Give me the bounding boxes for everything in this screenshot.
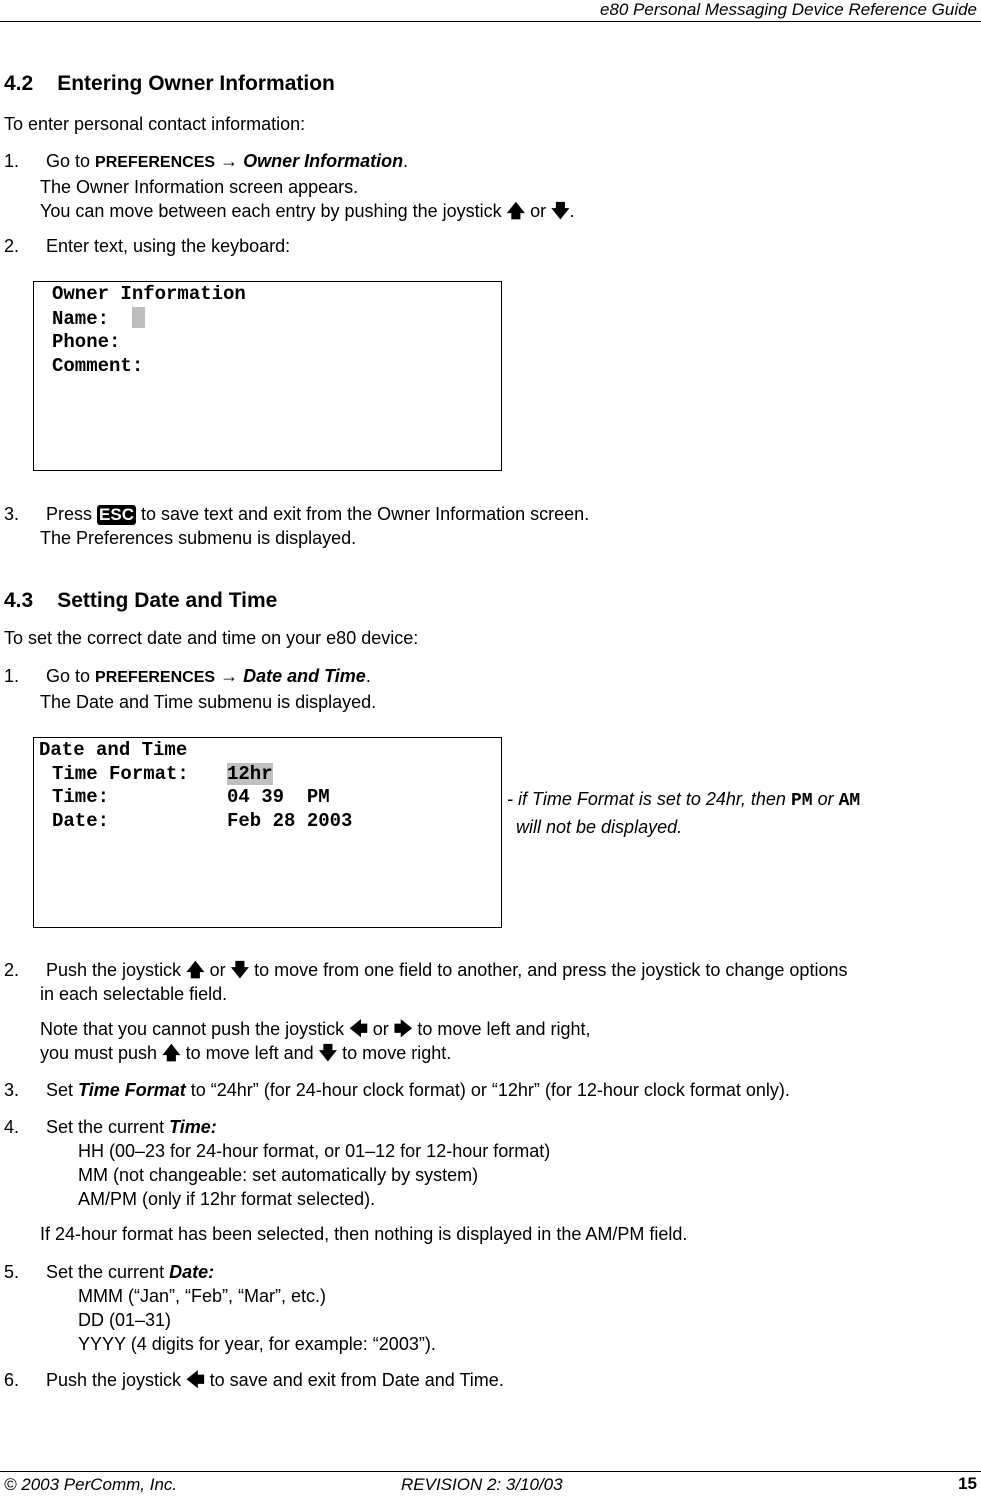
time-format-note: - if Time Format is set to 24hr, then PM or AM will not be displayed.	[507, 789, 861, 837]
footer-copyright: © 2003 PerComm, Inc.	[4, 1475, 178, 1494]
list-item: DD (01–31)	[78, 1310, 172, 1330]
date-and-time-screen	[33, 737, 502, 928]
arrow-down-icon: 🡇	[551, 201, 570, 221]
arrow-down-icon: 🡇	[230, 960, 250, 980]
list-item: YYYY (4 digits for year, for example: “2003”).	[78, 1334, 436, 1354]
menu-preferences: PREFERENCES	[95, 669, 216, 686]
section-number: 4.3	[4, 589, 34, 612]
footer-rule	[0, 1471, 981, 1472]
arrow-right-icon: 🡆	[393, 1019, 413, 1039]
step-4: 4. Set the current Time: HH (00–23 for 24-hour format, or 01–12 for 12-hour format) MM (not changeable: set automatically by system) AM/PM (only if 12hr format selected). If 24-hour format has been selected, then nothing is displayed in the AM/PM field.	[4, 1117, 688, 1244]
section-number: 4.2	[4, 72, 34, 95]
menu-owner-information: Owner Information	[243, 151, 404, 171]
section-intro: To enter personal contact information:	[4, 114, 306, 134]
menu-date-and-time: Date and Time	[243, 666, 366, 686]
date-value[interactable]: Feb 28 2003	[227, 809, 353, 832]
list-item: AM/PM (only if 12hr format selected).	[78, 1189, 376, 1209]
step-3: 3. Press ESC to save text and exit from the Owner Information screen. The Preferences submenu is displayed.	[4, 504, 590, 548]
screen-title: Owner Information	[52, 283, 246, 305]
list-item: MM (not changeable: set automatically by system)	[78, 1165, 479, 1185]
date-label: Date:	[52, 809, 110, 832]
arrow-left-icon: 🡄	[186, 1370, 205, 1390]
running-header: e80 Personal Messaging Device Reference Guide	[599, 0, 977, 19]
step-2: 2. Push the joystick 🡅 or 🡇 to move from one field to another, and press the joystick to change options in each selectable field. Note that you cannot push the joystick 🡄 or 🡆 to move left and right, you must push 🡅 to move left and 🡇 to move right.	[4, 960, 848, 1063]
time-format-label: Time Format:	[52, 762, 189, 785]
arrow-up-icon: 🡅	[186, 960, 205, 980]
step-3: 3. Set Time Format to “24hr” (for 24-hour clock format) or “12hr” (for 12-hour clock format only).	[4, 1080, 790, 1100]
section-4-3-heading	[4, 589, 277, 613]
header-rule	[0, 21, 981, 22]
arrow-up-icon: 🡅	[506, 201, 526, 221]
list-item: MMM (“Jan”, “Feb”, “Mar”, etc.)	[78, 1286, 326, 1306]
time-value[interactable]: 04 39 PM	[227, 786, 330, 808]
footer-revision: REVISION 2: 3/10/03	[401, 1475, 563, 1494]
owner-information-screen	[33, 281, 502, 471]
step-1: 1. Go to PREFERENCES → Date and Time. The Date and Time submenu is displayed.	[4, 666, 377, 712]
section-4-2-heading	[4, 72, 335, 96]
right-arrow-icon: →	[220, 666, 239, 686]
step-2: 2. Enter text, using the keyboard:	[4, 236, 291, 256]
time-label: Time:	[52, 786, 110, 808]
section-title: Setting Date and Time	[57, 589, 278, 612]
phone-label: Phone:	[52, 331, 121, 353]
step-4-note: If 24-hour format has been selected, then nothing is displayed in the AM/PM field.	[40, 1224, 688, 1244]
section-intro: To set the correct date and time on your e80 device:	[4, 628, 419, 648]
arrow-left-icon: 🡄	[349, 1019, 368, 1039]
arrow-down-icon: 🡇	[318, 1043, 338, 1063]
esc-key-icon: ESC	[99, 505, 134, 524]
comment-label: Comment:	[52, 354, 144, 377]
time-format-value[interactable]: 12hr	[227, 762, 273, 785]
name-label: Name:	[52, 307, 110, 330]
list-item: HH (00–23 for 24-hour format, or 01–12 for 12-hour format)	[78, 1141, 551, 1161]
step-5: 5. Set the current Date: MMM (“Jan”, “Feb”, “Mar”, etc.) DD (01–31) YYYY (4 digits for year, for example: “2003”).	[4, 1262, 436, 1354]
page-number: 15	[958, 1474, 977, 1493]
right-arrow-icon: →	[220, 151, 239, 171]
step-1: 1. Go to PREFERENCES → Owner Information. The Owner Information screen appears. You can move between each entry by pushing the joystick 🡅 or 🡇.	[4, 151, 575, 221]
section-title: Entering Owner Information	[57, 72, 335, 95]
screen-title: Date and Time	[39, 739, 188, 761]
name-input-cursor[interactable]	[132, 307, 145, 328]
menu-preferences: PREFERENCES	[95, 154, 216, 171]
arrow-up-icon: 🡅	[162, 1043, 181, 1063]
step-6: 6. Push the joystick 🡄 to save and exit from Date and Time.	[4, 1370, 504, 1390]
